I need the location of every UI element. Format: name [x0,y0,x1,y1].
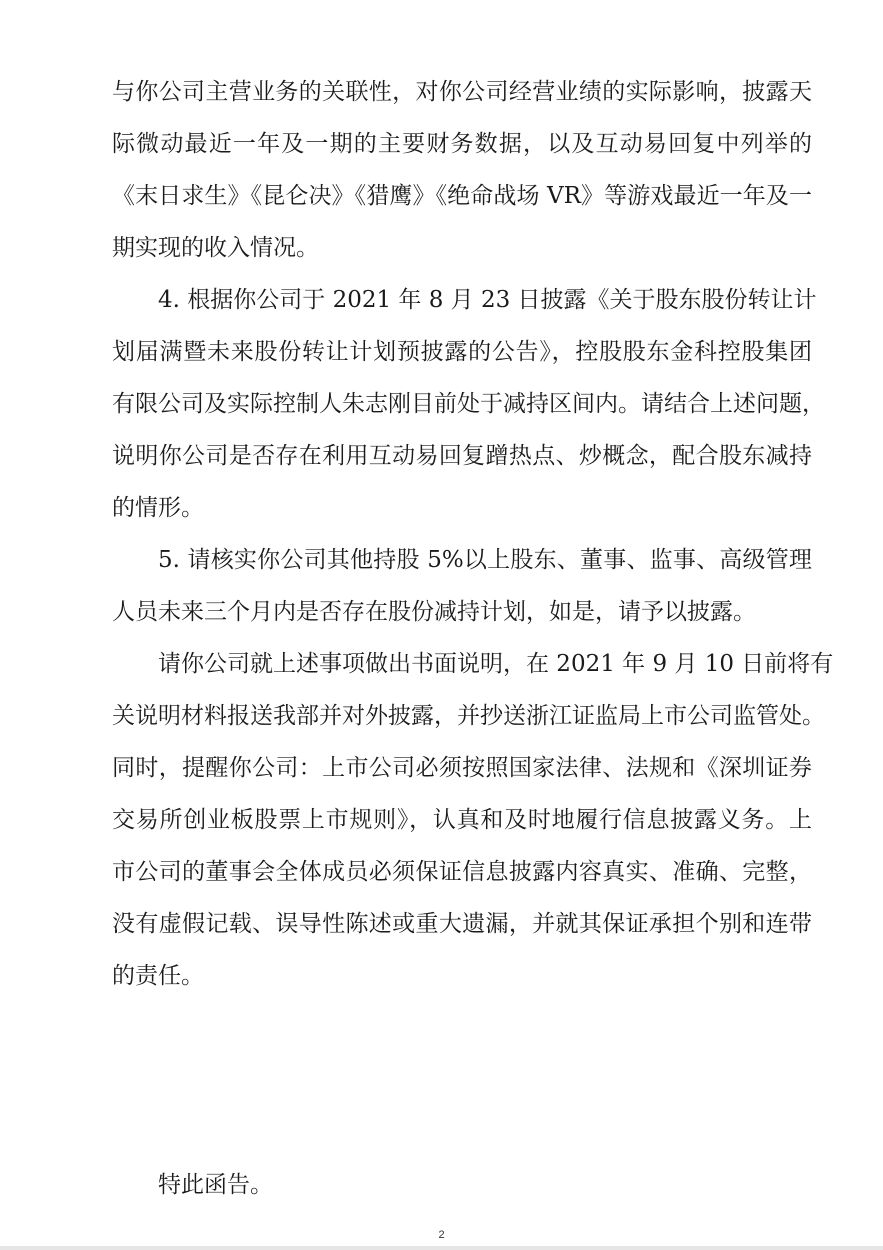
paragraph-2-line-4: 说明你公司是否存在利用互动易回复蹭热点、炒概念，配合股东减持 [112,443,812,469]
paragraph-2-line-1: 4. 根据你公司于 2021 年 8 月 23 日披露《关于股东股份转让计 [158,287,817,313]
paragraph-2-line-5: 的情形。 [112,495,204,521]
paragraph-3-line-2: 人员未来三个月内是否存在股份减持计划，如是，请予以披露。 [112,599,756,625]
paragraph-2-line-2: 划届满暨未来股份转让计划预披露的公告》，控股股东金科控股集团 [112,339,812,365]
paragraph-1-line-1: 与你公司主营业务的关联性，对你公司经营业绩的实际影响，披露天 [112,79,812,105]
footer-divider [0,1246,883,1250]
paragraph-4-line-4: 交易所创业板股票上市规则》，认真和及时地履行信息披露义务。上 [112,807,812,833]
paragraph-4-line-1: 请你公司就上述事项做出书面说明，在 2021 年 9 月 10 日前将有 [158,651,834,677]
paragraph-1-line-4: 期实现的收入情况。 [112,235,319,261]
paragraph-1-line-2: 际微动最近一年及一期的主要财务数据，以及互动易回复中列举的 [112,131,812,157]
closing-text: 特此函告。 [158,1172,273,1198]
paragraph-4-line-5: 市公司的董事会全体成员必须保证信息披露内容真实、准确、完整， [112,859,812,885]
paragraph-1-line-3: 《末日求生》《昆仑决》《猎鹰》《绝命战场 VR》等游戏最近一年及一 [112,183,812,209]
paragraph-2-line-3: 有限公司及实际控制人朱志刚目前处于减持区间内。请结合上述问题， [112,391,825,417]
paragraph-4-line-3: 同时，提醒你公司：上市公司必须按照国家法律、法规和《深圳证券 [112,755,812,781]
paragraph-4-line-7: 的责任。 [112,963,204,989]
paragraph-4-line-6: 没有虚假记载、误导性陈述或重大遗漏，并就其保证承担个别和连带 [112,911,812,937]
paragraph-3-line-1: 5. 请核实你公司其他持股 5%以上股东、董事、监事、高级管理 [158,547,812,573]
page-number: 2 [438,1229,445,1241]
paragraph-4-line-2: 关说明材料报送我部并对外披露，并抄送浙江证监局上市公司监管处。 [112,703,825,729]
